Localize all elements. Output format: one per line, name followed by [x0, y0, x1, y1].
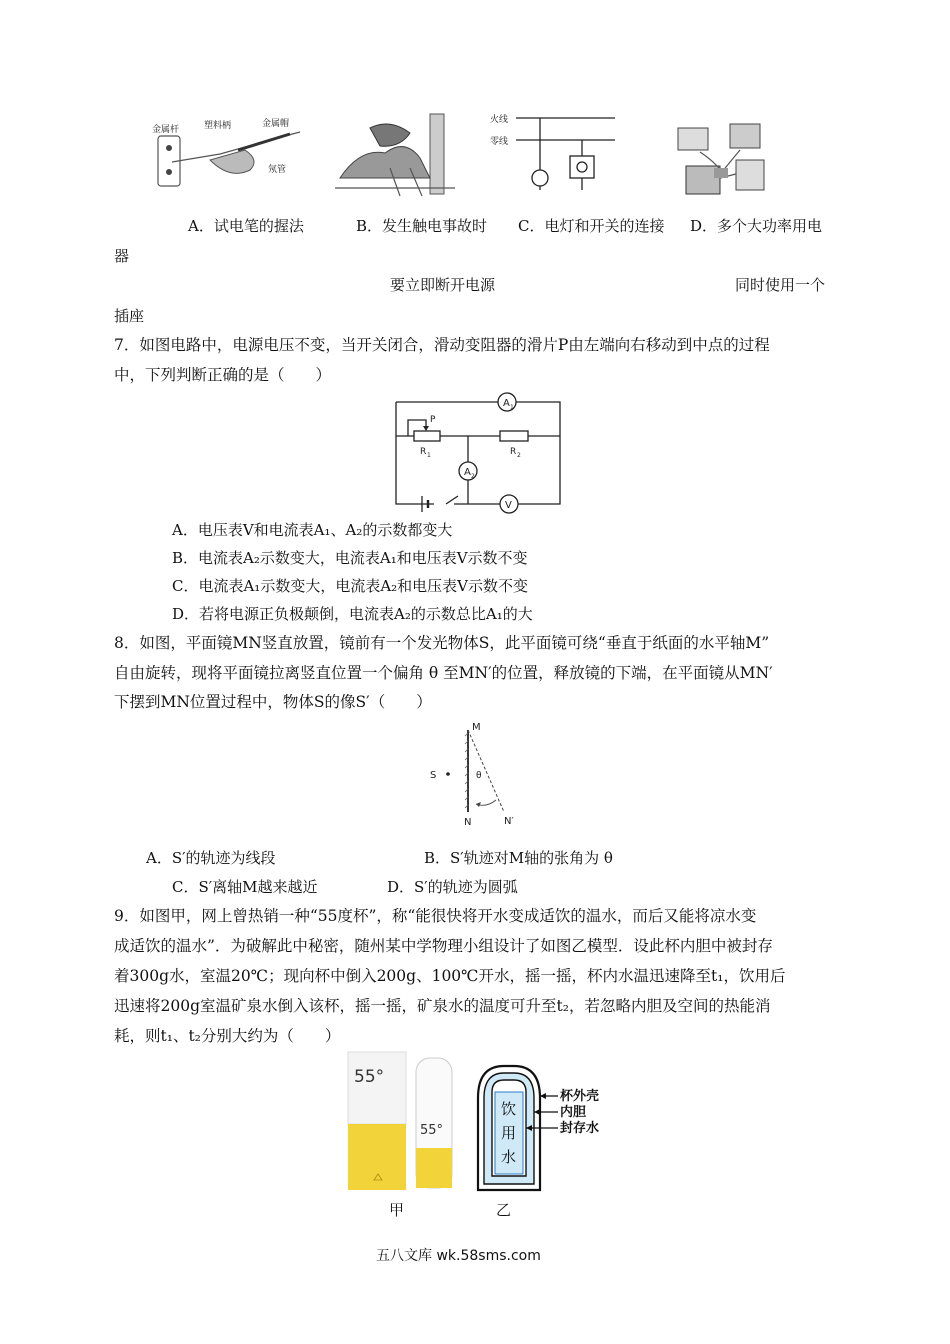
q9-stem-line5: 耗，则t₁、t₂分别大约为（ ）: [114, 1027, 341, 1045]
label-metal-rod: 金属杆: [152, 125, 180, 135]
resistor-r2-icon: [500, 431, 528, 441]
q7-stem-line1: 7．如图电路中，电源电压不变，当开关闭合，滑动变阻器的滑片P由左端向右移动到中点的过程: [114, 336, 770, 354]
label-sealed: 封存水: [560, 1121, 600, 1136]
caption-jia: 甲: [389, 1201, 405, 1219]
svg-text:2: 2: [517, 452, 521, 459]
q9-figure-jia: [348, 1052, 458, 1192]
q6-figure-c: [490, 108, 620, 198]
q6-option-a: A．试电笔的握法: [188, 217, 304, 235]
svg-text:2: 2: [471, 473, 475, 480]
svg-text:A: A: [464, 467, 471, 478]
q9-stem-line3: 着300g水，室温20℃；现向杯中倒入200g、100℃开水，摇一摇，杯内水温迅速降至t₁，饮用后: [114, 967, 786, 985]
q7-option-c: C．电流表A₁示数变大，电流表A₂和电压表V示数不变: [172, 577, 529, 595]
label-metal-cap: 金属帽: [262, 119, 290, 129]
svg-text:V: V: [505, 500, 512, 511]
label-live-wire: 火线: [490, 115, 509, 125]
q6-option-d-line2: 同时使用一个: [735, 276, 826, 294]
label-s: S: [430, 770, 437, 781]
q8-stem-line1: 8．如图，平面镜MN竖直放置，镜前有一个发光物体S，此平面镜可绕“垂直于纸面的水平轴M”: [114, 634, 770, 652]
svg-text:1: 1: [510, 404, 514, 411]
q6-option-b-line2: 要立即断开电源: [390, 276, 496, 294]
label-slider-p: P: [430, 415, 436, 425]
svg-text:用: 用: [501, 1124, 517, 1142]
switch-icon: [446, 496, 458, 504]
svg-text:θ: θ: [476, 771, 482, 781]
q6-option-b: B．发生触电事故时: [356, 217, 488, 235]
svg-text:55°: 55°: [420, 1123, 444, 1138]
q8-option-c: C．S′离轴M越来越近: [172, 878, 318, 896]
rheostat-r1-icon: [414, 431, 440, 441]
q9-figure-yi: [470, 1058, 640, 1198]
q9-stem-line4: 迅速将200g室温矿泉水倒入该杯，摇一摇，矿泉水的温度可升至t₂，若忽略内胆及空间的热能消: [114, 997, 771, 1015]
q8-option-d: D．S′的轨迹为圆弧: [387, 878, 518, 896]
svg-text:A: A: [503, 398, 510, 409]
footer-watermark: 五八文库 wk.58sms.com: [376, 1248, 541, 1264]
q6-figure-b: [330, 108, 460, 203]
svg-text:饮: 饮: [501, 1100, 517, 1118]
svg-text:55°: 55°: [354, 1067, 385, 1087]
svg-text:R: R: [510, 447, 517, 457]
q6-option-d-cont: 器: [114, 247, 130, 265]
q7-stem-line2: 中，下列判断正确的是（ ）: [114, 366, 332, 384]
q8-mirror-diagram: [428, 716, 538, 831]
mirror-mn-prime: [468, 730, 504, 812]
q6-figure-a: [150, 110, 310, 200]
q8-option-b: B．S′轨迹对M轴的张角为 θ: [424, 849, 613, 867]
label-m: M: [472, 722, 481, 733]
q7-option-a: A．电压表V和电流表A₁、A₂的示数都变大: [172, 521, 453, 539]
caption-yi: 乙: [496, 1201, 512, 1219]
svg-text:R: R: [420, 447, 427, 457]
q7-option-d: D．若将电源正负极颠倒，电流表A₂的示数总比A₁的大: [172, 605, 533, 623]
q6-option-c: C．电灯和开关的连接: [518, 217, 665, 235]
object-s: [446, 772, 450, 776]
q7-circuit-diagram: [388, 392, 568, 512]
label-neutral-wire: 零线: [490, 137, 509, 147]
q9-stem-line2: 成适饮的温水”．为破解此中秘密，随州某中学物理小组设计了如图乙模型．设此杯内胆中被封存: [114, 937, 773, 955]
label-inner: 内胆: [560, 1105, 587, 1120]
label-shell: 杯外壳: [560, 1089, 600, 1104]
q6-option-d: D．多个大功率用电: [690, 217, 823, 235]
svg-text:1: 1: [427, 452, 431, 459]
q6-option-d-cont2: 插座: [114, 307, 145, 325]
svg-text:水: 水: [501, 1148, 517, 1166]
q8-stem-line2: 自由旋转，现将平面镜拉离竖直位置一个偏角 θ 至MN′的位置，释放镜的下端，在平面镜从MN′: [114, 664, 773, 682]
q8-option-a: A．S′的轨迹为线段: [146, 849, 276, 867]
label-neon-tube: 氖管: [268, 165, 287, 175]
label-plastic-handle: 塑料柄: [204, 121, 232, 131]
label-n-prime: N′: [504, 816, 514, 827]
q9-stem-line1: 9．如图甲，网上曾热销一种“55度杯”，称“能很快将开水变成适饮的温水，而后又能将凉水变: [114, 907, 757, 925]
label-n: N: [464, 817, 472, 828]
q7-option-b: B．电流表A₂示数变大，电流表A₁和电压表V示数不变: [172, 549, 528, 567]
q6-figure-d: [670, 122, 780, 202]
q8-stem-line3: 下摆到MN位置过程中，物体S的像S′（ ）: [114, 693, 432, 711]
